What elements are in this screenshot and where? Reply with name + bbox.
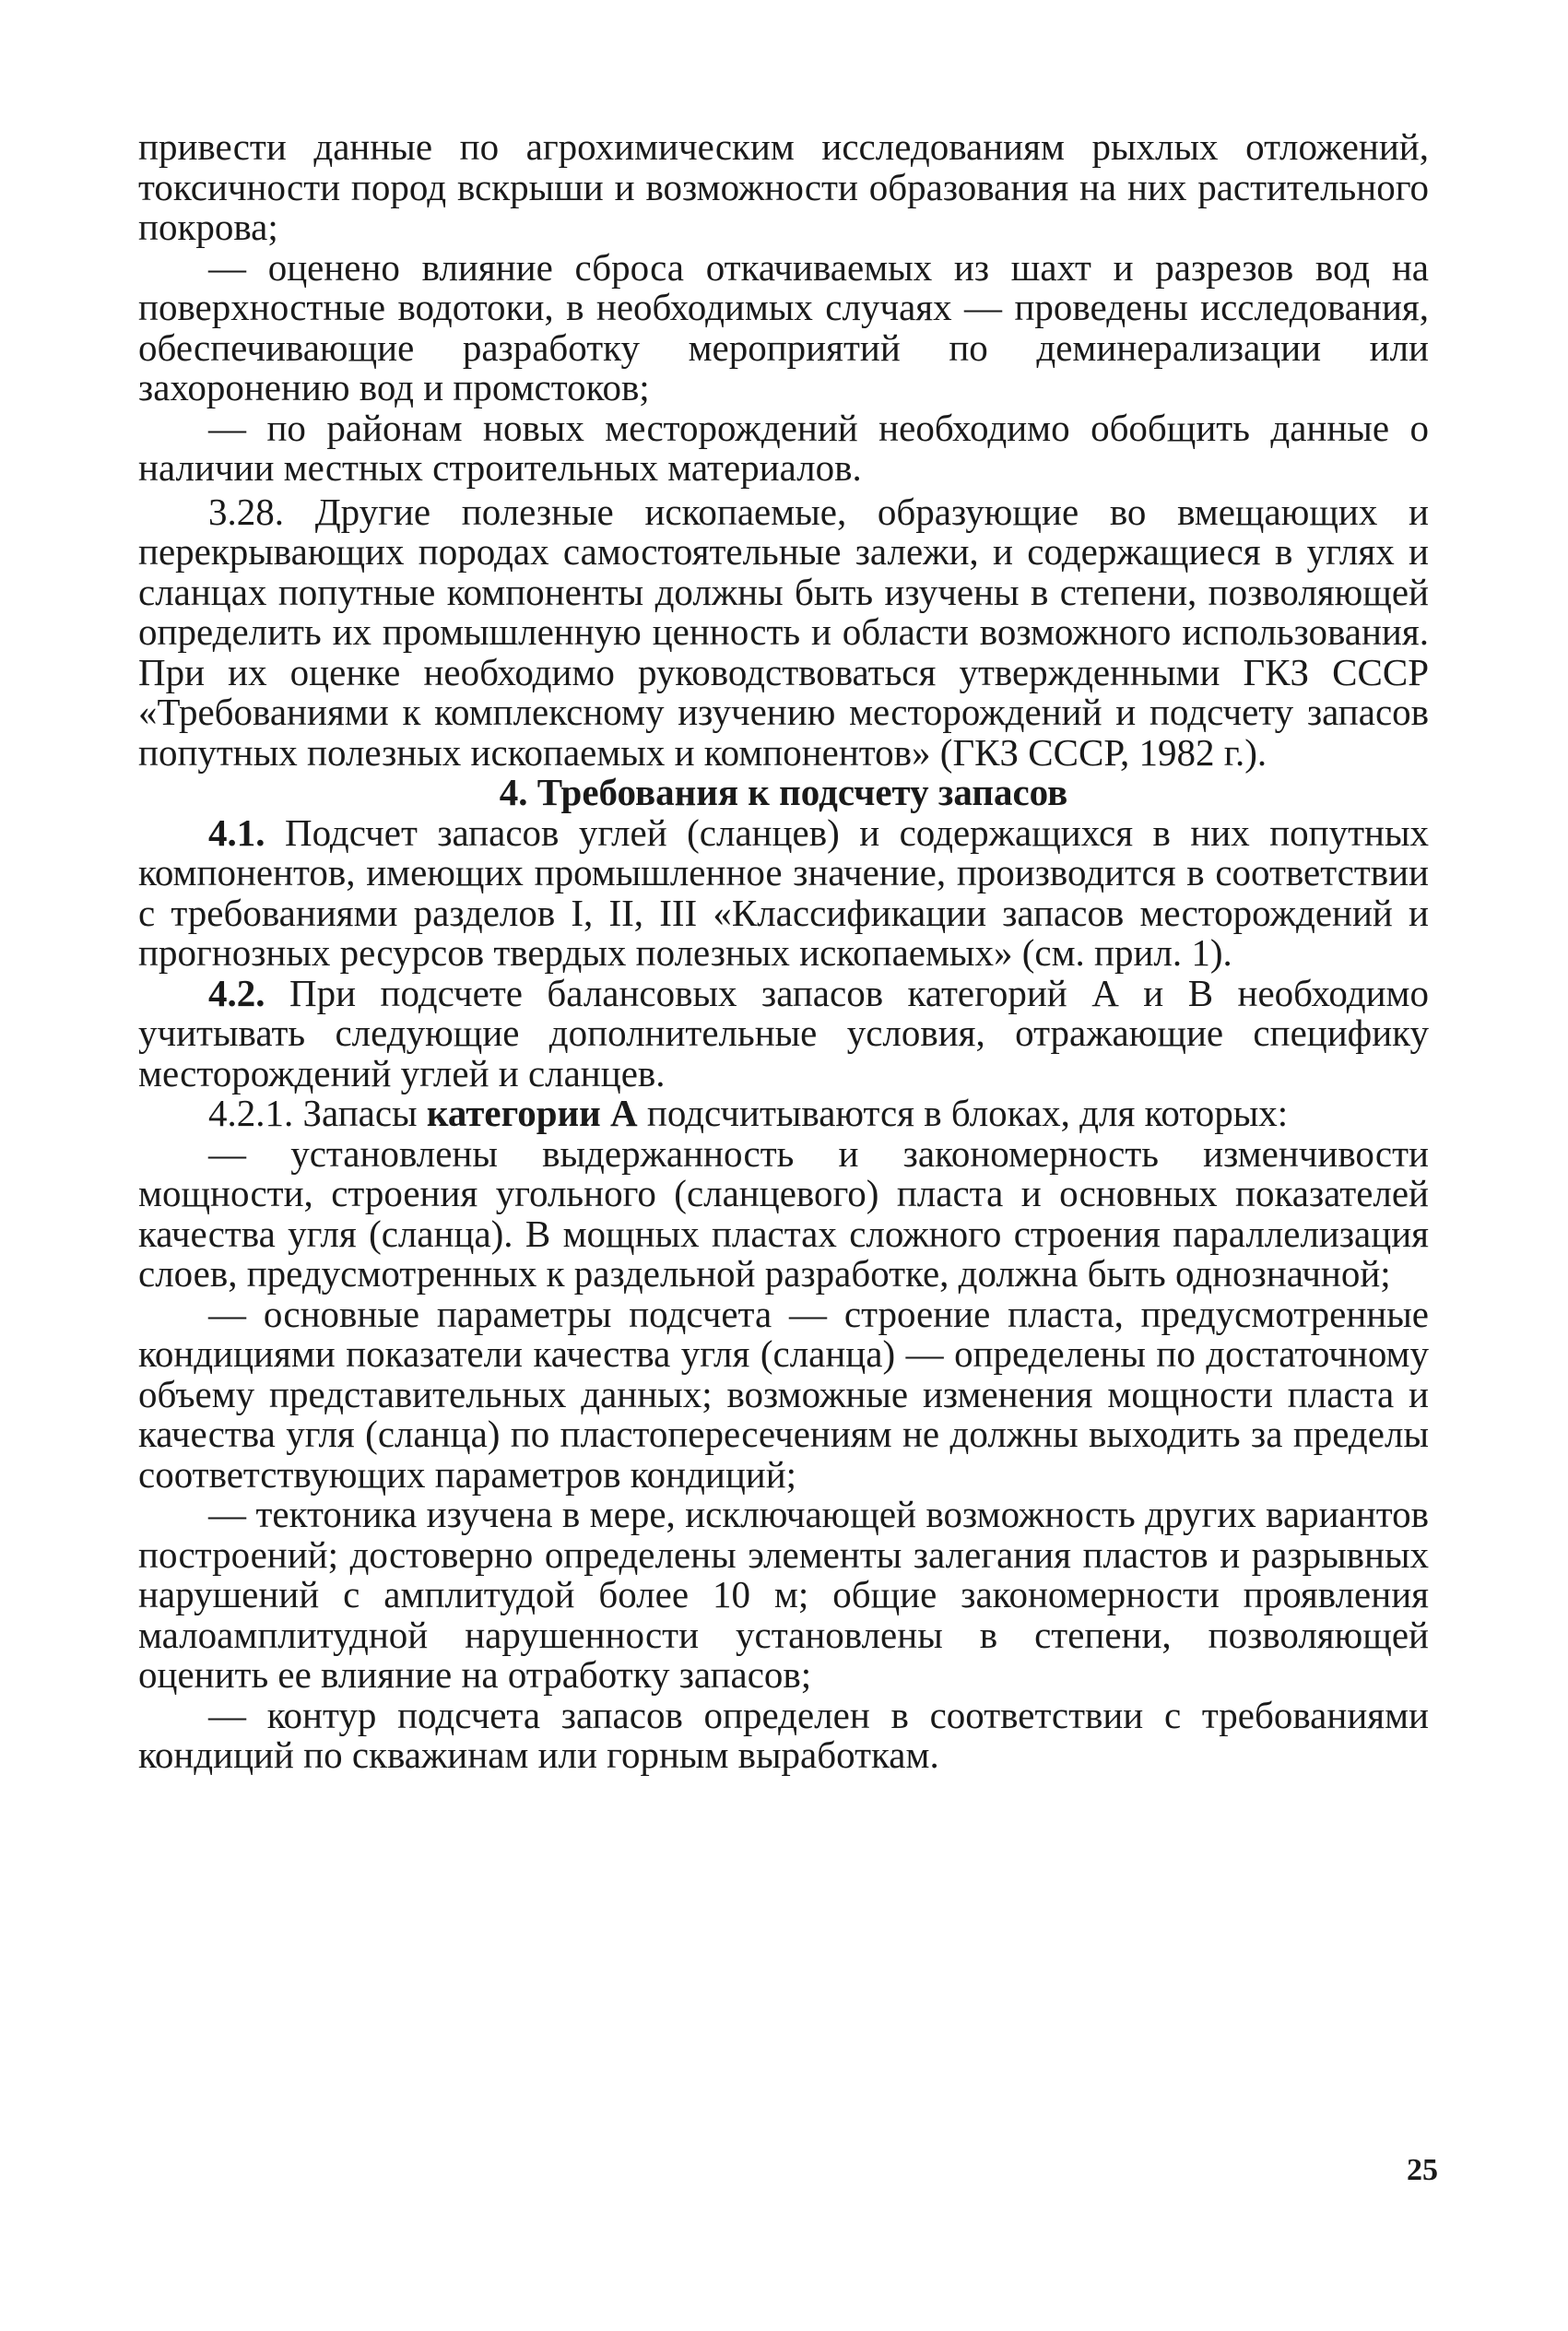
category-label: категории А — [426, 1092, 638, 1134]
section-heading: 4. Требования к подсчету запасов — [499, 771, 1068, 813]
page-number: 25 — [1407, 2153, 1438, 2187]
paragraph-4-2 — [138, 971, 1429, 1095]
list-item-consistency: — установлены выдержанность и закономерность изменчивости мощности, строения угольного (сланцевого) пласта и основных показателей качества угля (сланца). В мощных пластах сложного строения параллелизация слоев, предусмотренных к раздельной разработке, должна быть однозначной; — [138, 1131, 1429, 1295]
paragraph-continuation: привести данные по агрохимическим исследованиям рыхлых отложений, токсичности пород вскрыши и возможности образования на них растительного покрова; — [138, 125, 1429, 248]
body-text — [138, 127, 1429, 1776]
paragraph-4-2-1 — [138, 1094, 1429, 1134]
list-item-tectonics: — тектоника изучена в мере, исключающей возможность других вариантов построений; достоверно определены элементы залегания пластов и разрывных нарушений с амплитудой более 10 м; общие закономерности проявления малоамплитудной нарушенности установлены в степени, позволяющей оценить ее влияние на отработку запасов; — [138, 1493, 1429, 1696]
list-item-water-discharge: — оценено влияние сброса откачиваемых из шахт и разрезов вод на поверхностные водотоки, в необходимых случаях — проведены исследования, обеспечивающие разработку мероприятий по деминерализации или захоронению вод и промстоков; — [138, 245, 1429, 408]
paragraph-text: Подсчет запасов углей (сланцев) и содержащихся в них попутных компонентов, имеющих промышленное значение, производится в соответствии с требованиями разделов I, II, III «Классификации запасов месторождений и прогнозных ресурсов твердых полезных ископаемых» (см. прил. 1). — [138, 811, 1429, 974]
paragraph-number: 4.1. — [208, 811, 265, 854]
paragraph-text: 4.2.1. Запасы — [208, 1092, 427, 1134]
paragraph-number: 4.2. — [208, 971, 265, 1014]
paragraph-3-28 — [138, 492, 1429, 774]
list-item-building-materials: — по районам новых месторождений необходимо обобщить данные о наличии местных строительных материалов. — [138, 406, 1429, 489]
paragraph-text: подсчитываются в блоках, для которых: — [637, 1092, 1289, 1134]
list-item-contour: — контур подсчета запасов определен в соответствии с требованиями кондиций по скважинам или горным выработкам. — [138, 1693, 1429, 1776]
paragraph-number: 3.28. — [208, 490, 284, 533]
paragraph-text: Другие полезные ископаемые, образующие во вмещающих и перекрывающих породах самостоятельные залежи, и содержащиеся в углях и сланцах попутные компоненты должны быть изучены в степени, позволяющей определить их промышленную ценность и области возможного использования. При их оценке необходимо руководствоваться утвержденными ГКЗ СССР «Требованиями к комплексному изучению месторождений и подсчету запасов попутных полезных ископаемых и компонентов» (ГКЗ СССР, 1982 г.). — [138, 490, 1429, 774]
list-item-parameters: — основные параметры подсчета — строение пласта, предусмотренные кондициями показатели качества угля (сланца) — определены по достаточному объему представительных данных; возможные изменения мощности пласта и качества угля (сланца) по пластопересечениям не должны выходить за пределы соответствующих параметров кондиций; — [138, 1292, 1429, 1496]
paragraph-text: При подсчете балансовых запасов категорий А и В необходимо учитывать следующие дополнительные условия, отражающие специфику месторождений углей и сланцев. — [138, 971, 1429, 1095]
paragraph-4-1 — [138, 813, 1429, 974]
